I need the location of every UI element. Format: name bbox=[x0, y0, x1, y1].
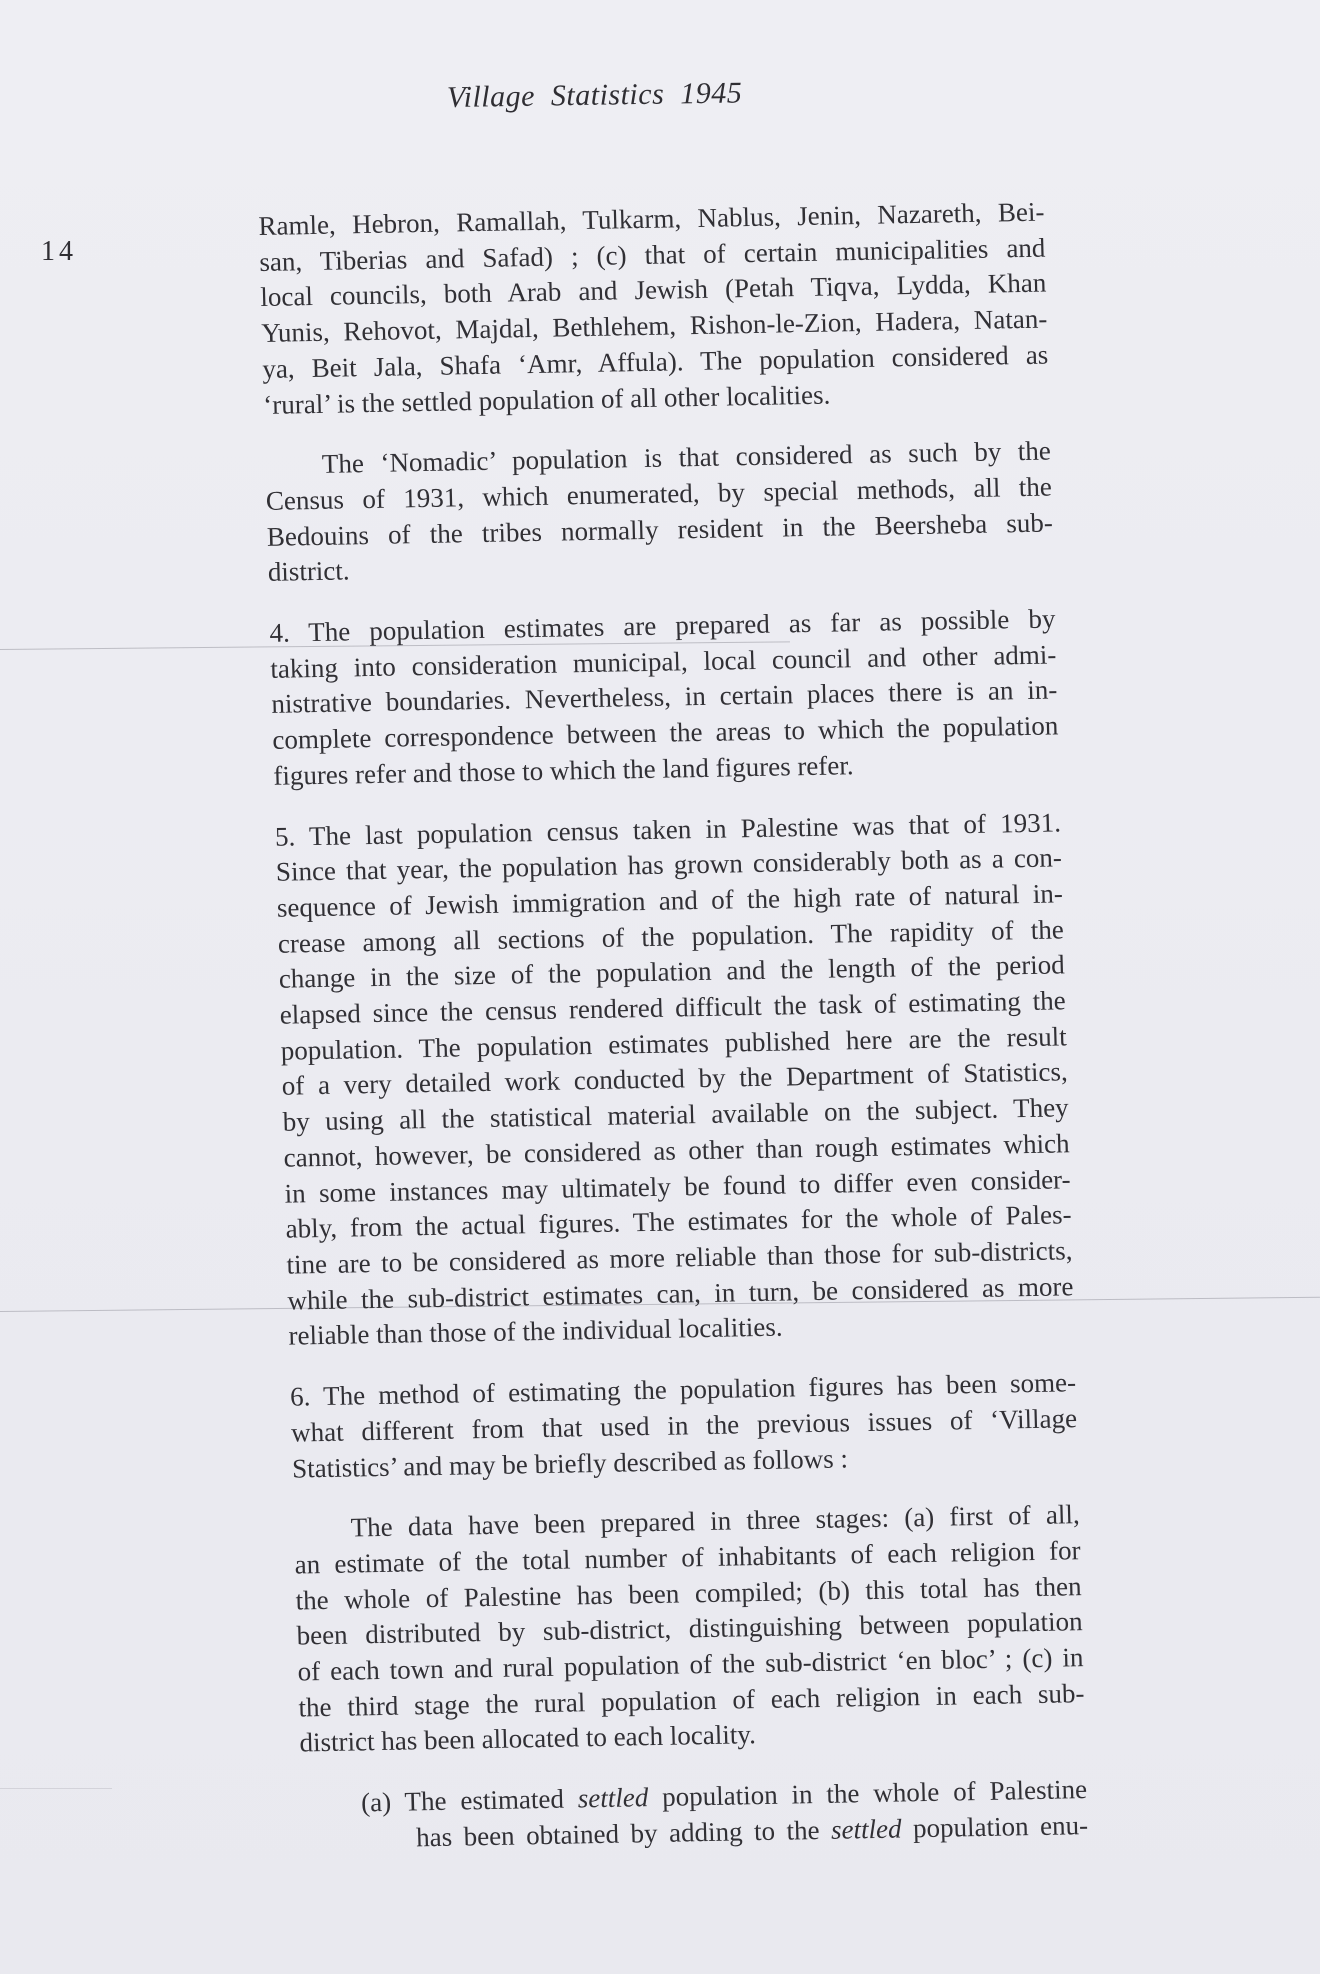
text-run: population enu- bbox=[901, 1809, 1089, 1844]
text-line: Since that year, the population has grown considerably both as a con- bbox=[275, 842, 1063, 888]
section-6-paragraph bbox=[290, 1365, 1079, 1486]
text-line: an estimate of the total number of inhabitants of each religion for bbox=[294, 1535, 1081, 1580]
text-line: in some instances may ultimately be found to differ even consider- bbox=[284, 1163, 1071, 1209]
text-line: figures refer and those to which the land figures refer. bbox=[272, 750, 854, 791]
page-number: 14 bbox=[41, 236, 77, 267]
emphasis: settled bbox=[577, 1782, 649, 1814]
text-line: Ramle, Hebron, Ramallah, Tulkarm, Nablus, Jenin, Nazareth, Bei- bbox=[258, 196, 1045, 241]
text-line: The ‘Nomadic’ population is that considered as such by the bbox=[321, 435, 1052, 480]
text-line: by using all the statistical material available on the subject. They bbox=[282, 1092, 1069, 1137]
text-line: The data have been prepared in three stages: (a) first of all, bbox=[350, 1499, 1080, 1543]
text-line: sequence of Jewish immigration and of the high rate of natural in- bbox=[276, 878, 1064, 923]
text-line: 6. The method of estimating the population figures has been some- bbox=[289, 1367, 1077, 1412]
text-line: crease among all sections of the population. The rapidity of the bbox=[277, 914, 1065, 959]
running-title: Village Statistics 1945 bbox=[446, 76, 743, 114]
text-line: district has been allocated to each locality. bbox=[299, 1719, 757, 1758]
paragraph-continued bbox=[258, 195, 1050, 424]
body-text bbox=[258, 195, 1088, 1858]
text-run: has been obtained by adding to the bbox=[415, 1814, 832, 1853]
text-line: local councils, both Arab and Jewish (Petah Tiqva, Lydda, Khan bbox=[259, 267, 1047, 313]
text-line: cannot, however, be considered as other than rough estimates which bbox=[283, 1128, 1070, 1173]
text-line: ably, from the actual figures. The estimates for the whole of Pales- bbox=[285, 1199, 1072, 1244]
text-line: Bedouins of the tribes normally resident in the Beersheba sub- bbox=[266, 507, 1054, 552]
text-line: of each town and rural population of the sub-district ‘en bloc’ ; (c) in bbox=[297, 1642, 1084, 1687]
text-line: nistrative boundaries. Nevertheless, in certain places there is an in- bbox=[270, 674, 1058, 720]
text-line: district. bbox=[267, 555, 350, 588]
section-5-paragraph bbox=[275, 805, 1075, 1355]
text-line: elapsed since the census rendered difficult the task of estimating the bbox=[279, 985, 1067, 1030]
text-line: ya, Beit Jala, Shafa ‘Amr, Affula). The population considered as bbox=[261, 339, 1049, 384]
text-line: taking into consideration municipal, local council and other admi- bbox=[270, 639, 1057, 684]
text-line: complete correspondence between the areas to which the population bbox=[271, 710, 1059, 755]
list-item-a bbox=[301, 1772, 1089, 1858]
text-line: Census of 1931, which enumerated, by special methods, all the bbox=[265, 471, 1053, 516]
section-4-paragraph bbox=[269, 601, 1060, 794]
text-line: been distributed by sub-district, distinguishing between population bbox=[296, 1606, 1083, 1651]
text-line: change in the size of the population and the length of the period bbox=[278, 949, 1066, 995]
text-line: population. The population estimates published here are the result bbox=[280, 1021, 1068, 1066]
text-line: what different from that used in the previous issues of ‘Village bbox=[290, 1402, 1078, 1448]
text-line: tine are to be considered as more reliable than those for sub-districts, bbox=[286, 1235, 1073, 1280]
text-line: while the sub-district estimates can, in turn, be considered as more bbox=[287, 1270, 1074, 1316]
text-line: the whole of Palestine has been compiled; (b) this total has then bbox=[295, 1570, 1082, 1616]
text-line: the third stage the rural population of each religion in each sub- bbox=[298, 1677, 1085, 1723]
text-run: population in the whole of Palestine bbox=[647, 1774, 1088, 1813]
text-run: (a) The estimated bbox=[360, 1783, 579, 1818]
paragraph-three-stages bbox=[293, 1497, 1086, 1761]
text-line: reliable than those of the individual localities. bbox=[288, 1311, 783, 1352]
text-line: 5. The last population census taken in Palestine was that of 1931. bbox=[274, 806, 1062, 852]
text-line: san, Tiberias and Safad) ; (c) that of certain municipalities and bbox=[259, 232, 1046, 277]
text-line: Statistics’ and may be briefly described as follows : bbox=[291, 1442, 849, 1484]
text-line: of a very detailed work conducted by the Department of Statistics, bbox=[281, 1056, 1069, 1102]
emphasis: settled bbox=[830, 1813, 902, 1845]
fold-line bbox=[0, 1788, 112, 1789]
text-line: ‘rural’ is the settled population of all other localities. bbox=[262, 379, 831, 420]
text-line: 4. The population estimates are prepared as far as possible by bbox=[269, 603, 1056, 648]
text-line: Yunis, Rehovot, Majdal, Bethlehem, Rishon-le-Zion, Hadera, Natan- bbox=[260, 303, 1048, 349]
paragraph-nomadic-population bbox=[264, 434, 1054, 591]
